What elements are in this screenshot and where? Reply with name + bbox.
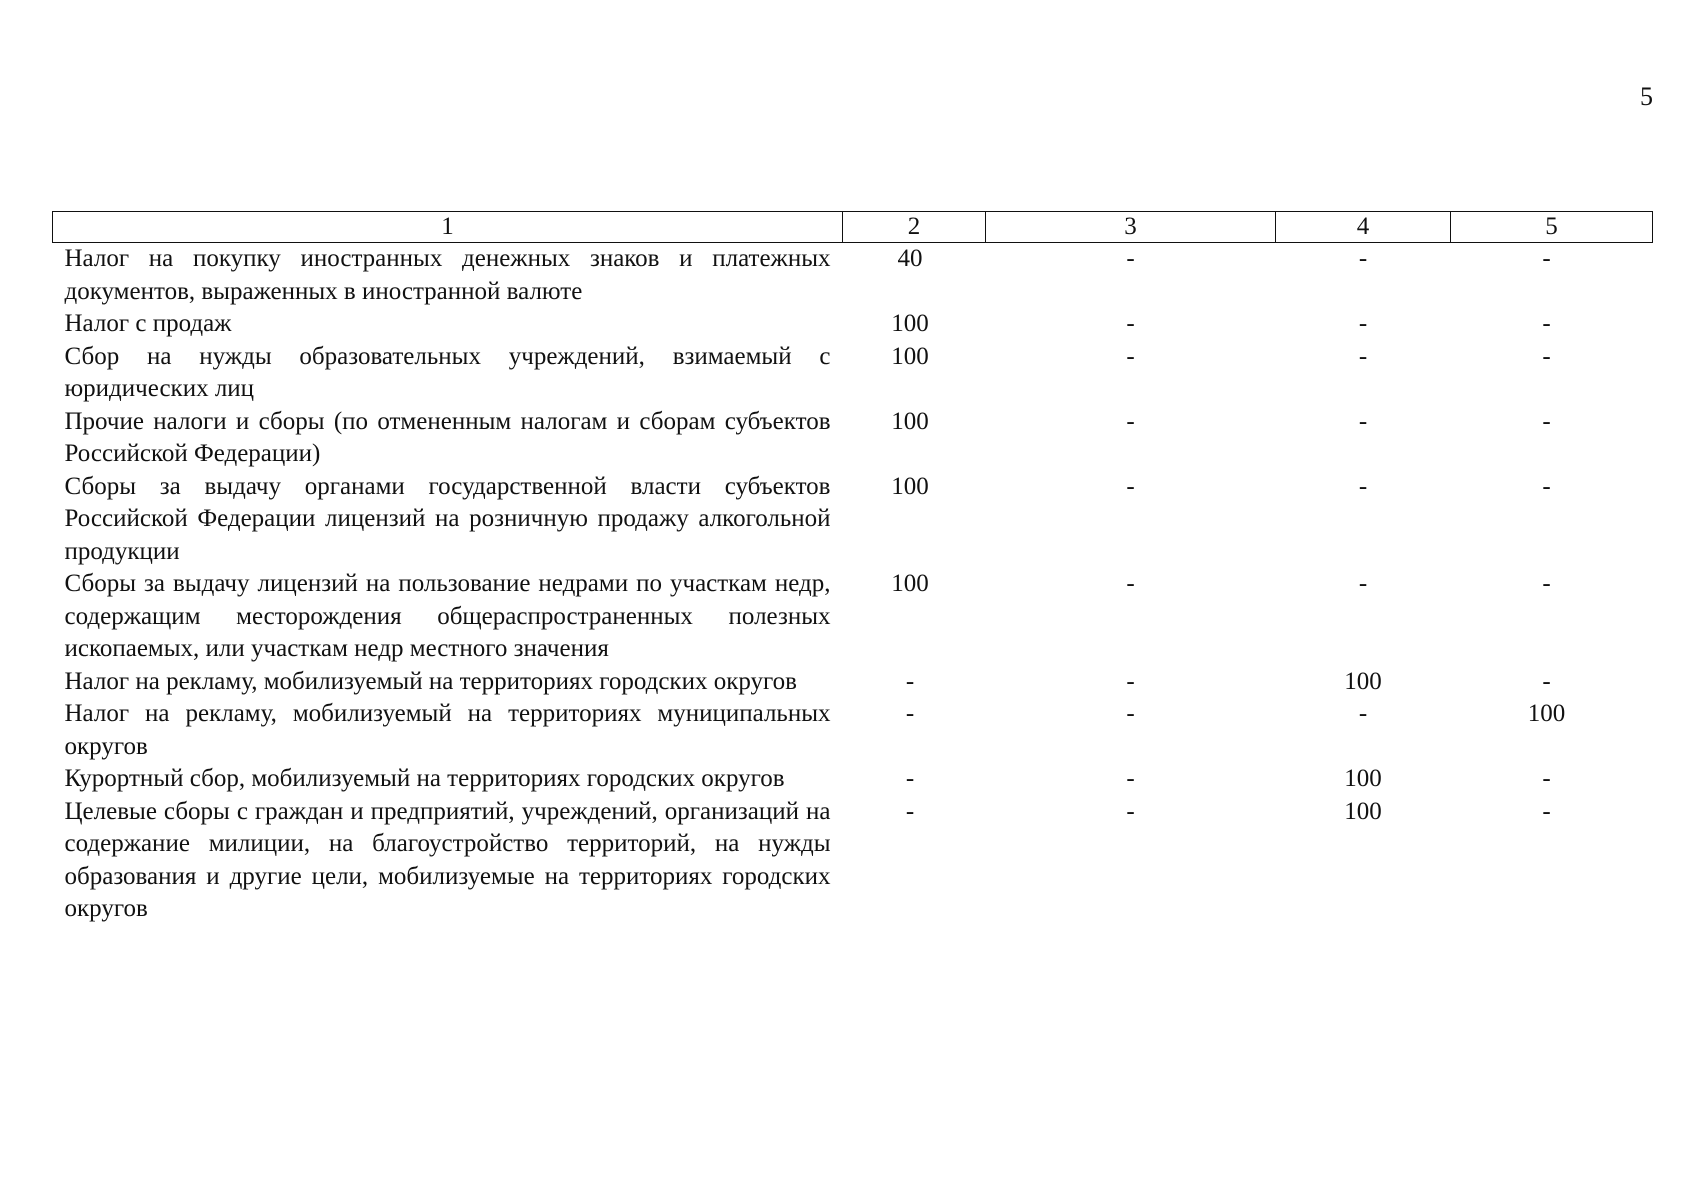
tax-name-cell: Налог с продаж <box>64 310 232 337</box>
table-row <box>53 763 1653 796</box>
tax-name-cell: Сборы за выдачу органами государственной власти субъектов Российской Федерации лицензий на розничную продажу алкогольной продукции <box>64 472 831 565</box>
table-row <box>53 666 1653 699</box>
value-cell-col3: - <box>1126 667 1135 695</box>
value-cell-col5: - <box>1542 797 1551 825</box>
tax-name-cell: Сбор на нужды образовательных учреждений, взимаемый с юридических лиц <box>64 342 831 402</box>
value-cell-col4: - <box>1358 310 1368 337</box>
value-cell-col2: 40 <box>897 245 923 272</box>
value-cell-col5: - <box>1542 570 1551 597</box>
table-row <box>53 568 1653 666</box>
value-cell-col3: - <box>1126 700 1135 727</box>
value-cell-col4: 100 <box>1344 797 1382 825</box>
value-cell-col2: 100 <box>891 472 929 500</box>
value-cell-col5: 100 <box>1527 700 1566 727</box>
column-header-5: 5 <box>1451 212 1653 243</box>
tax-name-cell: Сборы за выдачу лицензий на пользование недрами по участкам недр, содержащим месторождения общераспространенных полезных ископаемых, или участкам недр местного значения <box>64 570 831 662</box>
table-header-row <box>53 212 1653 243</box>
tax-name-cell: Налог на покупку иностранных денежных знаков и платежных документов, выраженных в иностранной валюте <box>64 245 831 305</box>
column-header-3: 3 <box>986 212 1276 243</box>
value-cell-col4: 100 <box>1344 667 1382 695</box>
column-header-1: 1 <box>53 212 843 243</box>
tax-name-cell: Налог на рекламу, мобилизуемый на территориях городских округов <box>64 667 797 695</box>
value-cell-col3: - <box>1126 342 1135 370</box>
value-cell-col3: - <box>1126 245 1135 272</box>
value-cell-col4: - <box>1358 245 1368 272</box>
table-row <box>53 341 1653 406</box>
value-cell-col3: - <box>1126 765 1135 792</box>
value-cell-col4: - <box>1358 407 1368 435</box>
value-cell-col5: - <box>1542 765 1551 792</box>
value-cell-col2: 100 <box>891 342 929 370</box>
value-cell-col2: 100 <box>891 570 929 597</box>
value-cell-col2: - <box>905 700 915 727</box>
value-cell-col2: 100 <box>891 407 929 435</box>
value-cell-col5: - <box>1542 667 1551 695</box>
value-cell-col4: - <box>1358 472 1368 500</box>
distribution-table <box>52 211 1653 926</box>
page-number: 5 <box>1640 82 1653 111</box>
column-header-4: 4 <box>1276 212 1451 243</box>
value-cell-col4: 100 <box>1344 765 1382 792</box>
value-cell-col3: - <box>1126 310 1135 337</box>
tax-name-cell: Налог на рекламу, мобилизуемый на территориях муниципальных округов <box>64 700 831 760</box>
value-cell-col3: - <box>1126 570 1135 597</box>
table-row <box>53 243 1653 309</box>
value-cell-col5: - <box>1542 342 1551 370</box>
value-cell-col4: - <box>1358 700 1368 727</box>
value-cell-col3: - <box>1126 407 1135 435</box>
table-row <box>53 471 1653 569</box>
tax-name-cell: Целевые сборы с граждан и предприятий, учреждений, организаций на содержание милиции, на благоустройство территорий, на нужды образования и другие цели, мобилизуемые на территориях городских округов <box>64 797 831 922</box>
value-cell-col2: - <box>905 797 915 825</box>
value-cell-col5: - <box>1542 245 1551 272</box>
tax-name-cell: Прочие налоги и сборы (по отмененным налогам и сборам субъектов Российской Федерации) <box>64 407 831 467</box>
value-cell-col5: - <box>1542 472 1551 500</box>
value-cell-col2: - <box>905 667 915 695</box>
value-cell-col4: - <box>1358 570 1368 597</box>
table-row <box>53 308 1653 341</box>
tax-name-cell: Курортный сбор, мобилизуемый на территориях городских округов <box>64 765 785 792</box>
table-row <box>53 406 1653 471</box>
column-header-2: 2 <box>843 212 986 243</box>
value-cell-col2: 100 <box>891 310 929 337</box>
value-cell-col3: - <box>1126 472 1135 500</box>
value-cell-col3: - <box>1126 797 1135 825</box>
value-cell-col4: - <box>1358 342 1368 370</box>
table-row <box>53 796 1653 926</box>
table-row <box>53 698 1653 763</box>
value-cell-col5: - <box>1542 407 1551 435</box>
value-cell-col2: - <box>905 765 915 792</box>
value-cell-col5: - <box>1542 310 1551 337</box>
